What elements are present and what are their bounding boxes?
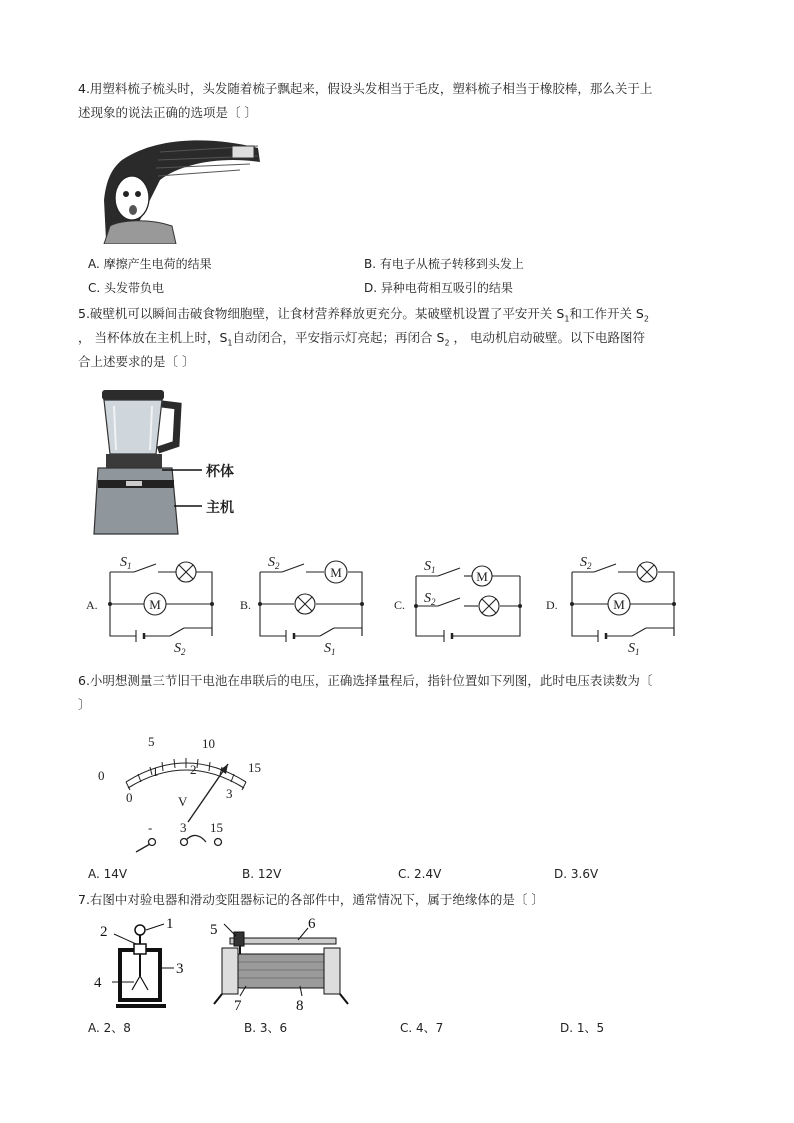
terminal-15-label: 15 xyxy=(210,820,223,835)
circuit-letter-b: B. xyxy=(240,598,252,612)
terminal-3-label: 3 xyxy=(180,820,187,835)
girl-combing-hair-image xyxy=(100,140,262,244)
switch-label-a-bottom: $S_2$ xyxy=(174,641,186,657)
outer-tick-15: 15 xyxy=(248,760,261,775)
q7-option-c[interactable]: C. 4、7 xyxy=(400,1021,444,1035)
switch-label-c-top: $S_1$ xyxy=(424,559,436,575)
q5-line3: 合上述要求的是〔 〕 xyxy=(78,354,195,369)
circuit-letter-d: D. xyxy=(546,598,558,612)
switch-label-a-top: $S_1$ xyxy=(120,555,132,571)
circuit-letter-a: A. xyxy=(86,598,98,612)
motor-a-label: M xyxy=(149,597,161,612)
outer-tick-5: 5 xyxy=(148,734,155,749)
part-label-7: 7 xyxy=(234,998,242,1014)
q6-option-d[interactable]: D. 3.6V xyxy=(554,867,599,881)
part-label-3: 3 xyxy=(176,961,184,977)
motor-b-label: M xyxy=(330,565,342,580)
q4-option-a[interactable]: A. 摩擦产生电荷的结果 xyxy=(88,257,212,271)
q6-line2: 〕 xyxy=(78,697,91,712)
switch-label-b-bottom: $S_1$ xyxy=(324,641,336,657)
q4-line1: 4.用塑料梳子梳头时，头发随着梳子飘起来，假设头发相当于毛皮，塑料梳子相当于橡胶棒，那么关于上 xyxy=(78,81,653,96)
terminal-minus-label: - xyxy=(148,820,153,835)
circuit-letter-c: C. xyxy=(394,598,406,612)
q4-option-b[interactable]: B. 有电子从梳子转移到头发上 xyxy=(364,257,524,271)
q5-line2: ， 当杯体放在主机上时，$S_1$自动闭合，平安指示灯亮起；再闭合 $S_2$ ， 电动机启动破壁。以下电路图符 xyxy=(78,330,645,348)
switch-label-d-bottom: $S_1$ xyxy=(628,641,640,657)
base-label: 主机 xyxy=(206,500,234,516)
q6-option-c[interactable]: C. 2.4V xyxy=(398,867,442,881)
q7-option-d[interactable]: D. 1、5 xyxy=(560,1021,605,1035)
switch-label-c-mid: $S_2$ xyxy=(424,591,436,607)
q6-line1: 6.小明想测量三节旧干电池在串联后的电压，正确选择量程后，指针位置如下列图，此时电压表读数为〔 xyxy=(78,673,653,688)
q4-option-d[interactable]: D. 异种电荷相互吸引的结果 xyxy=(364,281,513,295)
q7-option-a[interactable]: A. 2、8 xyxy=(88,1021,131,1035)
q4-option-c[interactable]: C. 头发带负电 xyxy=(88,281,165,295)
outer-tick-0: 0 xyxy=(98,768,105,783)
part-label-1: 1 xyxy=(166,916,174,932)
part-label-8: 8 xyxy=(296,998,304,1014)
inner-tick-1: 1 xyxy=(152,764,159,779)
q7-option-b[interactable]: B. 3、6 xyxy=(244,1021,288,1035)
q4-line2: 述现象的说法正确的选项是〔 〕 xyxy=(78,105,257,120)
q6-option-a[interactable]: A. 14V xyxy=(88,867,128,881)
q6-option-b[interactable]: B. 12V xyxy=(242,867,282,881)
unit-label: V xyxy=(178,794,188,809)
part-label-5: 5 xyxy=(210,922,218,938)
part-label-6: 6 xyxy=(308,916,316,932)
q5-line1: 5.破壁机可以瞬间击破食物细胞壁，让食材营养释放更充分。某破壁机设置了平安开关 $S_1$和工作开关 $S_2$ xyxy=(78,306,649,324)
outer-tick-10: 10 xyxy=(202,736,215,751)
motor-d-label: M xyxy=(613,597,625,612)
motor-c-label: M xyxy=(476,569,488,584)
part-label-2: 2 xyxy=(100,924,108,940)
q7-line1: 7.右图中对验电器和滑动变阻器标记的各部件中，通常情况下，属于绝缘体的是〔 〕 xyxy=(78,892,544,907)
switch-label-d-top: $S_2$ xyxy=(580,555,592,571)
voltmeter-image xyxy=(92,730,282,854)
inner-tick-2: 2 xyxy=(190,762,197,777)
electroscope-rheostat-image xyxy=(90,914,360,1016)
inner-tick-0: 0 xyxy=(126,790,133,805)
part-label-4: 4 xyxy=(94,975,102,991)
cup-label: 杯体 xyxy=(206,464,234,480)
inner-tick-3: 3 xyxy=(226,786,233,801)
circuit-diagrams xyxy=(80,548,720,660)
switch-label-b-top: $S_2$ xyxy=(268,555,280,571)
